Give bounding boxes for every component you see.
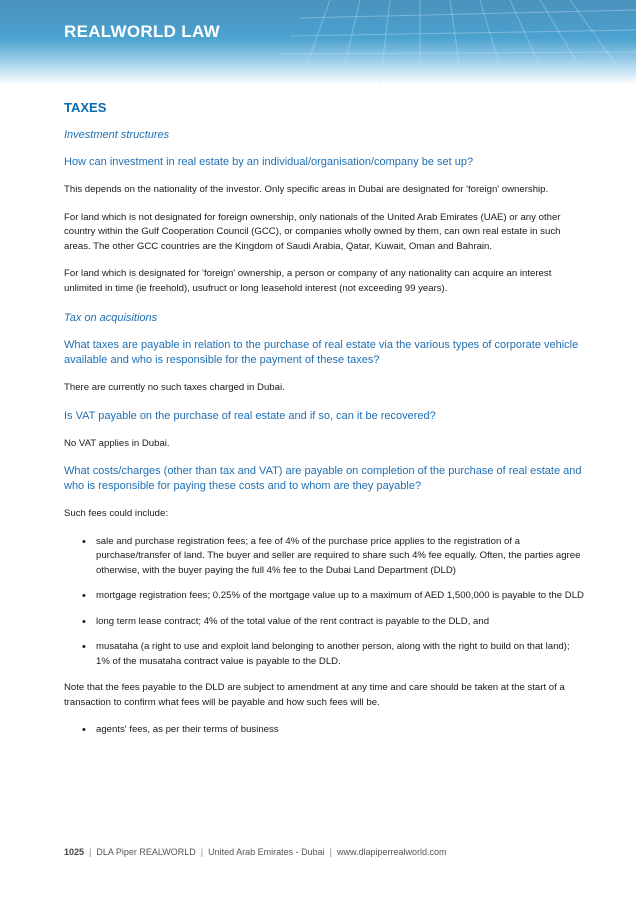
- extra-fees-list: [64, 723, 584, 738]
- answer-corporate-vehicle-taxes: There are currently no such taxes charged in Dubai.: [64, 382, 285, 393]
- list-item: [64, 535, 584, 579]
- paragraph: This depends on the nationality of the investor. Only specific areas in Dubai are designated for 'foreign' ownership.: [64, 184, 549, 195]
- subhead-tax-on-acquisitions: Tax on acquisitions: [64, 312, 158, 324]
- list-item-text: agents' fees, as per their terms of business: [96, 724, 279, 735]
- question-vat: Is VAT payable on the purchase of real estate and if so, can it be recovered?: [64, 409, 436, 422]
- header-banner: [0, 0, 636, 84]
- page-number: 1025: [64, 847, 85, 857]
- main-content: [64, 100, 584, 750]
- bullet-icon: •: [82, 615, 86, 628]
- footer-website-link[interactable]: www.dlapiperrealworld.com: [337, 847, 447, 857]
- bullet-icon: •: [82, 535, 86, 548]
- list-item: [64, 640, 584, 669]
- question-corporate-vehicle-taxes: What taxes are payable in relation to the purchase of real estate via the various types of corporate vehicle available and who is responsible for the payment of these taxes?: [64, 339, 579, 366]
- list-item-text: long term lease contract; 4% of the total value of the rent contract is payable to the DLD, and: [96, 615, 490, 627]
- page-footer: [64, 847, 447, 857]
- fees-list: [64, 535, 584, 670]
- footer-separator: |: [200, 847, 204, 857]
- footer-separator: |: [89, 847, 92, 857]
- footer-publisher: DLA Piper REALWORLD: [96, 847, 196, 857]
- list-item: [64, 615, 584, 630]
- banner-title: REALWORLD LAW: [64, 22, 220, 41]
- question-investment-setup: How can investment in real estate by an individual/organisation/company be set up?: [64, 156, 474, 168]
- list-item: [64, 589, 584, 604]
- paragraph: For land which is not designated for foreign ownership, only nationals of the United Arab Emirates (UAE) or any other country within the Gulf Cooperation Council (GCC), or companies wholly owned by them, can own real estate in such areas. The other GCC countries are the Kingdom of Saudi Arabia, Qatar, Kuwait, Oman and Bahrain.: [64, 211, 561, 252]
- footer-location: United Arab Emirates - Dubai: [208, 847, 325, 857]
- subhead-investment-structures: Investment structures: [64, 129, 170, 141]
- list-item: [64, 723, 584, 738]
- bullet-icon: •: [82, 724, 86, 736]
- fees-intro: Such fees could include:: [64, 508, 168, 519]
- fees-note: Note that the fees payable to the DLD are subject to amendment at any time and care should be taken at the start of a transaction to confirm what fees will be payable and how such fees will be.: [64, 682, 565, 708]
- list-item-text: mortgage registration fees; 0.25% of the mortgage value up to a maximum of AED 1,500,000 is payable to the DLD: [96, 590, 584, 601]
- bullet-icon: •: [82, 590, 86, 602]
- bullet-icon: •: [82, 641, 86, 653]
- banner-skyline-graphic: [0, 0, 636, 84]
- question-completion-costs: What costs/charges (other than tax and VAT) are payable on completion of the purchase of real estate and who is responsible for paying these costs and to whom are they payable?: [64, 465, 582, 492]
- list-item-text: sale and purchase registration fees; a fee of 4% of the purchase price applies to the registration of a purchase/transfer of land. The buyer and seller are required to share such 4% fee equally. Often, the parties agree otherwise, with the buyer paying the full 4% fee to the Dubai Land Department (DLD): [96, 535, 581, 576]
- answer-vat: No VAT applies in Dubai.: [64, 437, 170, 449]
- list-item-text: musataha (a right to use and exploit land belonging to another person, along with the right to build on that land); 1% of the musataha contract value is payable to the DLD.: [96, 641, 570, 667]
- footer-separator: |: [329, 847, 332, 857]
- paragraph: For land which is designated for 'foreign' ownership, a person or company of any nationality can acquire an interest unlimited in time (ie freehold), usufruct or long leasehold interest (not exceeding 99 years).: [64, 268, 552, 294]
- section-title: TAXES: [64, 100, 107, 115]
